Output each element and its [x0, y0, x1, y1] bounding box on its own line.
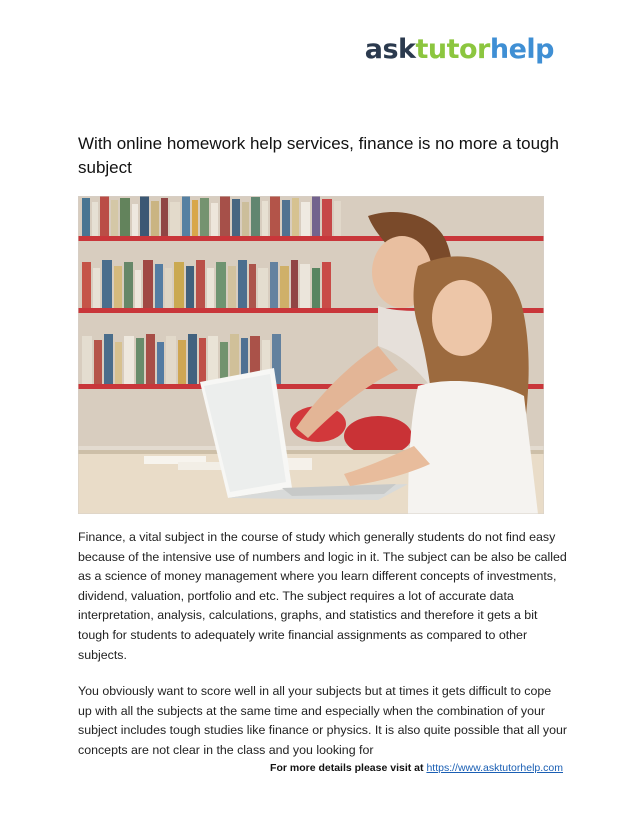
paragraph-1: Finance, a vital subject in the course of study which generally students do not find easy because of the intensive use of numbers and logic in it. The subject can be also be called as a science of money management where you learn different concepts of investments, dividend, valuation, portfolio and etc. The subject requires a lot of accurate data interpretation, analysis, calculations, graphs, and statistics and therefore it gets a bit tough for students to adequately write financial assignments as compared to other subjects.: [78, 530, 567, 662]
footer-link[interactable]: https://www.asktutorhelp.com: [426, 762, 563, 774]
students-laptop-photo: [78, 196, 544, 514]
page-footer: [0, 762, 563, 774]
logo-part-ask: ask: [364, 34, 416, 65]
footer-text: For more details please visit at: [270, 762, 424, 774]
logo-part-tutor: tutor: [415, 34, 490, 65]
paragraph-2: You obviously want to score well in all your subjects but at times it gets difficult to cope up with all the subjects at the same time and especially when the combination of your subject includes tough studies like finance or physics. It is also quite possible that all your concepts are not clear in the class and you looking for: [78, 684, 568, 757]
article-title: With online homework help services, finance is no more a tough subject: [78, 134, 559, 177]
brand-logo: [365, 36, 554, 63]
article-body: [78, 528, 568, 778]
logo-part-help: help: [489, 34, 554, 65]
